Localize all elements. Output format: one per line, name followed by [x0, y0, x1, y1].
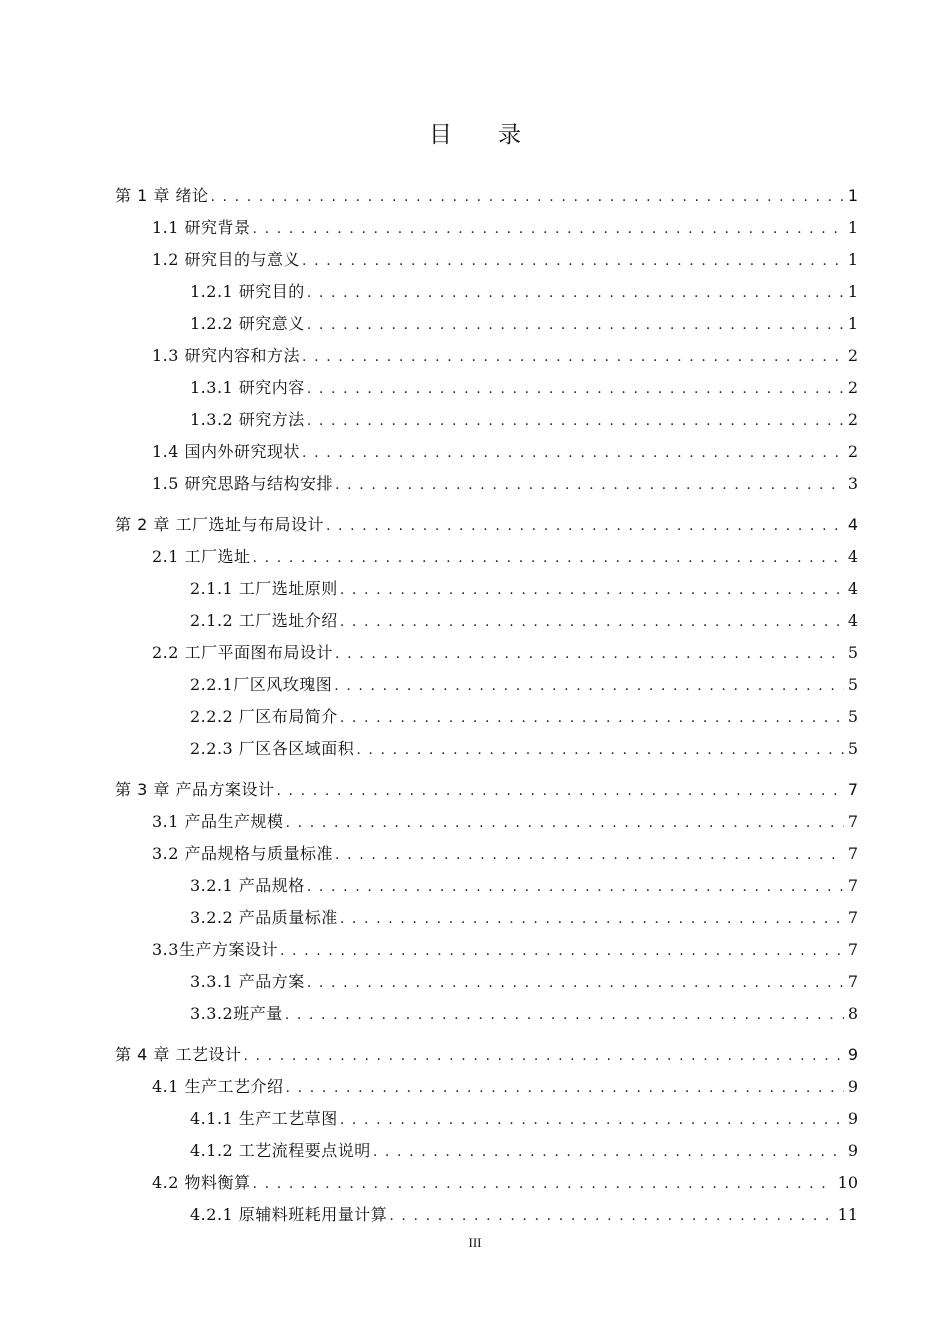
toc-entry-label: 1.3.1 研究内容: [190, 378, 305, 397]
toc-entry-label: 4.1.2 工艺流程要点说明: [190, 1141, 371, 1160]
toc-entry-label: 2.1.2 工厂选址介绍: [190, 611, 338, 630]
toc-entry-label: 3.2.1 产品规格: [190, 876, 305, 895]
dot-leader: [302, 442, 844, 464]
dot-leader: [276, 780, 843, 802]
dot-leader: [285, 1004, 844, 1026]
toc-entry[interactable]: [190, 409, 858, 432]
dot-leader: [326, 515, 844, 537]
toc-entry-page: 7: [847, 940, 858, 959]
toc-entry-page: 9: [847, 1077, 858, 1096]
toc-entry-label: 2.2 工厂平面图布局设计: [152, 643, 334, 662]
toc-entry-page: 9: [847, 1109, 858, 1128]
toc-entry[interactable]: [190, 738, 858, 761]
toc-entry[interactable]: [152, 441, 858, 464]
toc-entry[interactable]: [152, 345, 858, 368]
toc-entry[interactable]: [190, 377, 858, 400]
toc-entry-label: 2.2.1厂区风玫瑰图: [190, 675, 333, 694]
toc-title: [0, 116, 950, 149]
toc-entry-page: 9: [847, 1141, 858, 1160]
toc-entry-page: 5: [847, 643, 858, 662]
toc-entry-page: 1: [847, 282, 858, 301]
toc-entry[interactable]: [152, 811, 858, 834]
dot-leader: [302, 346, 844, 368]
toc-entry[interactable]: [152, 843, 858, 866]
dot-leader: [253, 1173, 834, 1195]
toc-entry[interactable]: [190, 1140, 858, 1163]
toc-title-char-1: 目: [429, 122, 452, 148]
dot-leader: [286, 1077, 844, 1099]
toc-entry[interactable]: [152, 217, 858, 240]
toc-entry-page: 5: [847, 739, 858, 758]
toc-entry[interactable]: [190, 1003, 858, 1026]
toc-entry-page: 3: [847, 474, 858, 493]
toc-entry-page: 5: [847, 675, 858, 694]
toc-entry-label: 3.2 产品规格与质量标准: [152, 844, 334, 863]
toc-entry-label: 第 3 章 产品方案设计: [115, 780, 275, 799]
page-number: III: [468, 1235, 482, 1250]
toc-title-char-2: 录: [498, 122, 521, 148]
toc-entry[interactable]: [152, 1172, 858, 1195]
toc-entry[interactable]: [190, 907, 858, 930]
toc-entry[interactable]: [190, 706, 858, 729]
toc-entry[interactable]: [115, 514, 858, 537]
toc-entry-label: 1.2.1 研究目的: [190, 282, 305, 301]
dot-leader: [340, 908, 844, 930]
toc-entry-page: 7: [847, 812, 858, 831]
toc-entry[interactable]: [190, 674, 858, 697]
toc-entry-page: 9: [847, 1045, 858, 1064]
dot-leader: [243, 1045, 843, 1067]
toc-entry-label: 4.2 物料衡算: [152, 1173, 251, 1192]
toc-entry-page: 2: [847, 378, 858, 397]
toc-entry-label: 4.1 生产工艺介绍: [152, 1077, 284, 1096]
toc-entry-label: 1.2.2 研究意义: [190, 314, 305, 333]
toc-entry-page: 1: [847, 218, 858, 237]
dot-leader: [210, 186, 843, 208]
toc-entry-page: 7: [847, 780, 858, 799]
toc-entry-label: 1.3.2 研究方法: [190, 410, 305, 429]
dot-leader: [280, 940, 844, 962]
toc-entry[interactable]: [190, 610, 858, 633]
toc-entry-page: 7: [847, 844, 858, 863]
toc-entry[interactable]: [152, 473, 858, 496]
dot-leader: [335, 474, 844, 496]
toc-entry[interactable]: [152, 642, 858, 665]
toc-entry-label: 4.1.1 生产工艺草图: [190, 1109, 338, 1128]
toc-entry-page: 2: [847, 442, 858, 461]
toc-entry[interactable]: [190, 313, 858, 336]
toc-entry-page: 4: [847, 579, 858, 598]
toc-entry[interactable]: [115, 185, 858, 208]
dot-leader: [307, 876, 844, 898]
toc-entry-page: 7: [847, 908, 858, 927]
toc-entry-label: 3.1 产品生产规模: [152, 812, 284, 831]
toc-entry-label: 3.3.2班产量: [190, 1004, 283, 1023]
toc-entry-page: 4: [847, 547, 858, 566]
toc-entry-page: 11: [837, 1205, 858, 1224]
toc-entry[interactable]: [152, 1076, 858, 1099]
dot-leader: [253, 218, 844, 240]
toc-entry-label: 1.1 研究背景: [152, 218, 251, 237]
toc-entry[interactable]: [190, 578, 858, 601]
toc-entry[interactable]: [115, 1044, 858, 1067]
toc-entry[interactable]: [190, 1204, 858, 1227]
toc-entry-label: 1.2 研究目的与意义: [152, 250, 301, 269]
dot-leader: [307, 314, 844, 336]
toc-entry-page: 1: [847, 186, 858, 205]
toc-entry-page: 10: [837, 1173, 858, 1192]
toc-entry-page: 2: [847, 346, 858, 365]
toc-entry[interactable]: [115, 779, 858, 802]
dot-leader: [307, 410, 844, 432]
toc-entry-label: 1.3 研究内容和方法: [152, 346, 301, 365]
toc-entry-page: 1: [847, 250, 858, 269]
dot-leader: [286, 812, 844, 834]
toc-entry-label: 1.5 研究思路与结构安排: [152, 474, 334, 493]
toc-entry-label: 2.1.1 工厂选址原则: [190, 579, 338, 598]
dot-leader: [335, 844, 844, 866]
toc-entry-label: 2.1 工厂选址: [152, 547, 251, 566]
dot-leader: [307, 282, 844, 304]
toc-entry[interactable]: [190, 281, 858, 304]
dot-leader: [334, 675, 844, 697]
dot-leader: [356, 739, 844, 761]
toc-entry-label: 第 4 章 工艺设计: [115, 1045, 242, 1064]
toc-entry-page: 2: [847, 410, 858, 429]
dot-leader: [302, 250, 844, 272]
toc-entry-label: 2.2.2 厂区布局简介: [190, 707, 338, 726]
toc-entry[interactable]: [152, 939, 858, 962]
toc-entry-page: 8: [847, 1004, 858, 1023]
toc-entry-label: 2.2.3 厂区各区域面积: [190, 739, 355, 758]
toc-entry[interactable]: [190, 1108, 858, 1131]
toc-entry-label: 第 2 章 工厂选址与布局设计: [115, 515, 324, 534]
dot-leader: [373, 1141, 844, 1163]
toc-entry[interactable]: [190, 875, 858, 898]
toc-entry-page: 4: [847, 611, 858, 630]
dot-leader: [307, 972, 844, 994]
dot-leader: [335, 643, 844, 665]
toc-entry-label: 3.2.2 产品质量标准: [190, 908, 338, 927]
toc-entry[interactable]: [190, 971, 858, 994]
toc-entry-page: 4: [847, 515, 858, 534]
dot-leader: [340, 1109, 844, 1131]
dot-leader: [307, 378, 844, 400]
toc-entry-label: 3.3.1 产品方案: [190, 972, 305, 991]
toc-entry[interactable]: [152, 249, 858, 272]
toc-entry-label: 1.4 国内外研究现状: [152, 442, 301, 461]
dot-leader: [253, 547, 844, 569]
toc-entry-page: 7: [847, 876, 858, 895]
dot-leader: [340, 611, 844, 633]
toc-entry-page: 7: [847, 972, 858, 991]
toc-entry-page: 1: [847, 314, 858, 333]
dot-leader: [340, 707, 844, 729]
toc-entry-page: 5: [847, 707, 858, 726]
dot-leader: [389, 1205, 833, 1227]
dot-leader: [340, 579, 844, 601]
toc-entry[interactable]: [152, 546, 858, 569]
toc-entry-label: 4.2.1 原辅料班耗用量计算: [190, 1205, 388, 1224]
toc-entry-label: 第 1 章 绪论: [115, 186, 209, 205]
toc-entry-label: 3.3生产方案设计: [152, 940, 278, 959]
